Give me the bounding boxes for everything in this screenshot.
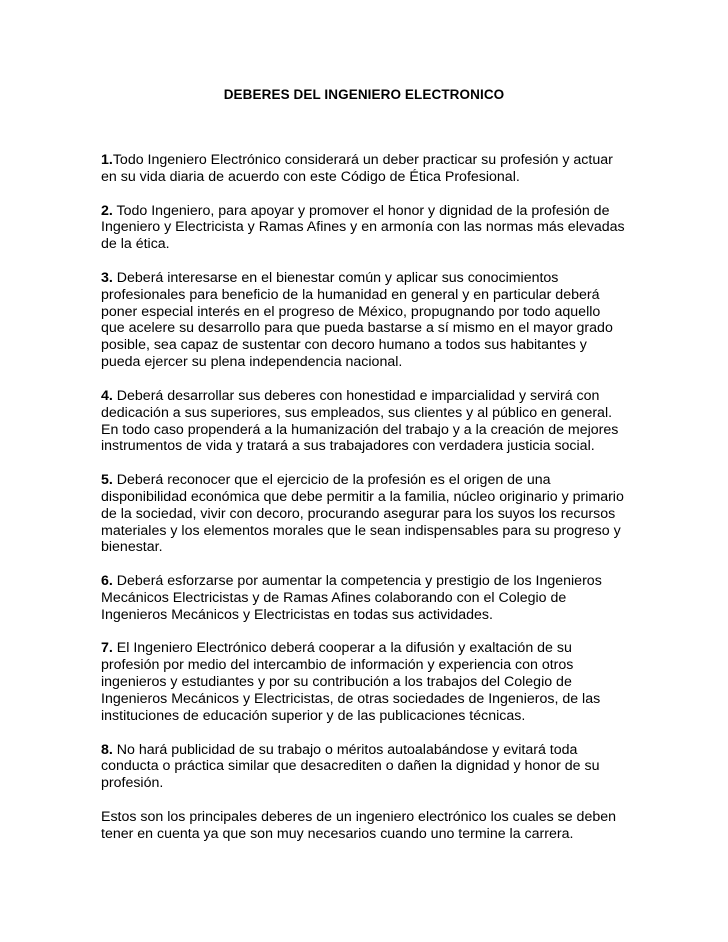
paragraph-number: 6. [101,573,113,590]
document-body [101,152,626,859]
paragraph-1 [101,152,626,186]
paragraph-5 [101,472,626,556]
paragraph-number: 4. [101,387,113,404]
paragraph-number: 8. [101,741,113,758]
paragraph-text: Deberá desarrollar sus deberes con honestidad e imparcialidad y servirá con dedicación a sus superiores, sus empleados, sus clientes y al público en general. En todo caso propenderá a la humanización del trabajo y a la creación de mejores instrumentos de vida y tratará a sus trabajadores con verdadera justicia social. [101,387,619,455]
paragraph-number: 1. [101,152,113,168]
paragraph-text: Deberá esforzarse por aumentar la competencia y prestigio de los Ingenieros Mecánicos Electricistas y de Ramas Afines colaborando con el Colegio de Ingenieros Mecánicos y Electricistas en todas sus actividades. [101,573,602,623]
paragraph-text: Todo Ingeniero, para apoyar y promover el honor y dignidad de la profesión de Ingeniero y Electricista y Ramas Afines y en armonía con las normas más elevadas de la ética. [101,202,625,253]
paragraph-3 [101,270,626,371]
closing-paragraph: Estos son los principales deberes de un ingeniero electrónico los cuales se deben tener en cuenta ya que son muy necesarios cuando uno termine la carrera. [101,808,617,842]
paragraph-text: Todo Ingeniero Electrónico considerará un deber practicar su profesión y actuar en su vida diaria de acuerdo con este Código de Ética Profesional. [101,152,613,185]
paragraph-number: 2. [101,202,113,219]
paragraph-text: Deberá interesarse en el bienestar común y aplicar sus conocimientos profesionales para beneficio de la humanidad en general y en particular deberá poner especial interés en el progreso de México, propugnando por todo aquello que acelere su desarrollo para que pueda bastarse a sí mismo en el mayor grado posible, sea capaz de sustentar con decoro humano a todos sus habitantes y pueda ejercer su plena independencia nacional. [101,269,613,371]
paragraph-number: 7. [101,640,113,657]
paragraph-number: 5. [101,472,113,489]
paragraph-8 [101,742,626,793]
document-title: DEBERES DEL INGENIERO ELECTRONICO [223,87,505,102]
paragraph-text: El Ingeniero Electrónico deberá cooperar a la difusión y exaltación de su profesión por medio del intercambio de información y experiencia con otros ingenieros y estudiantes y por su contribución a los trabajos del Colegio de Ingenieros Mecánicos y Electricistas, de otras sociedades de Ingenieros, de las instituciones de educación superior y de las publicaciones técnicas. [101,640,601,724]
paragraph-number: 3. [101,269,113,286]
paragraph-text: Deberá reconocer que el ejercicio de la profesión es el origen de una disponibilidad económica que debe permitir a la familia, núcleo originario y primario de la sociedad, vivir con decoro, procurando asegurar para los suyos los recursos materiales y los elementos morales que le sean indispensables para su progreso y bienestar. [101,472,624,556]
paragraph-2 [101,203,626,254]
paragraph-7 [101,640,626,724]
paragraph-4 [101,388,626,455]
paragraph-text: No hará publicidad de su trabajo o méritos autoalabándose y evitará toda conducta o práctica similar que desacrediten o dañen la dignidad y honor de su profesión. [101,741,600,792]
paragraph-6 [101,573,626,624]
